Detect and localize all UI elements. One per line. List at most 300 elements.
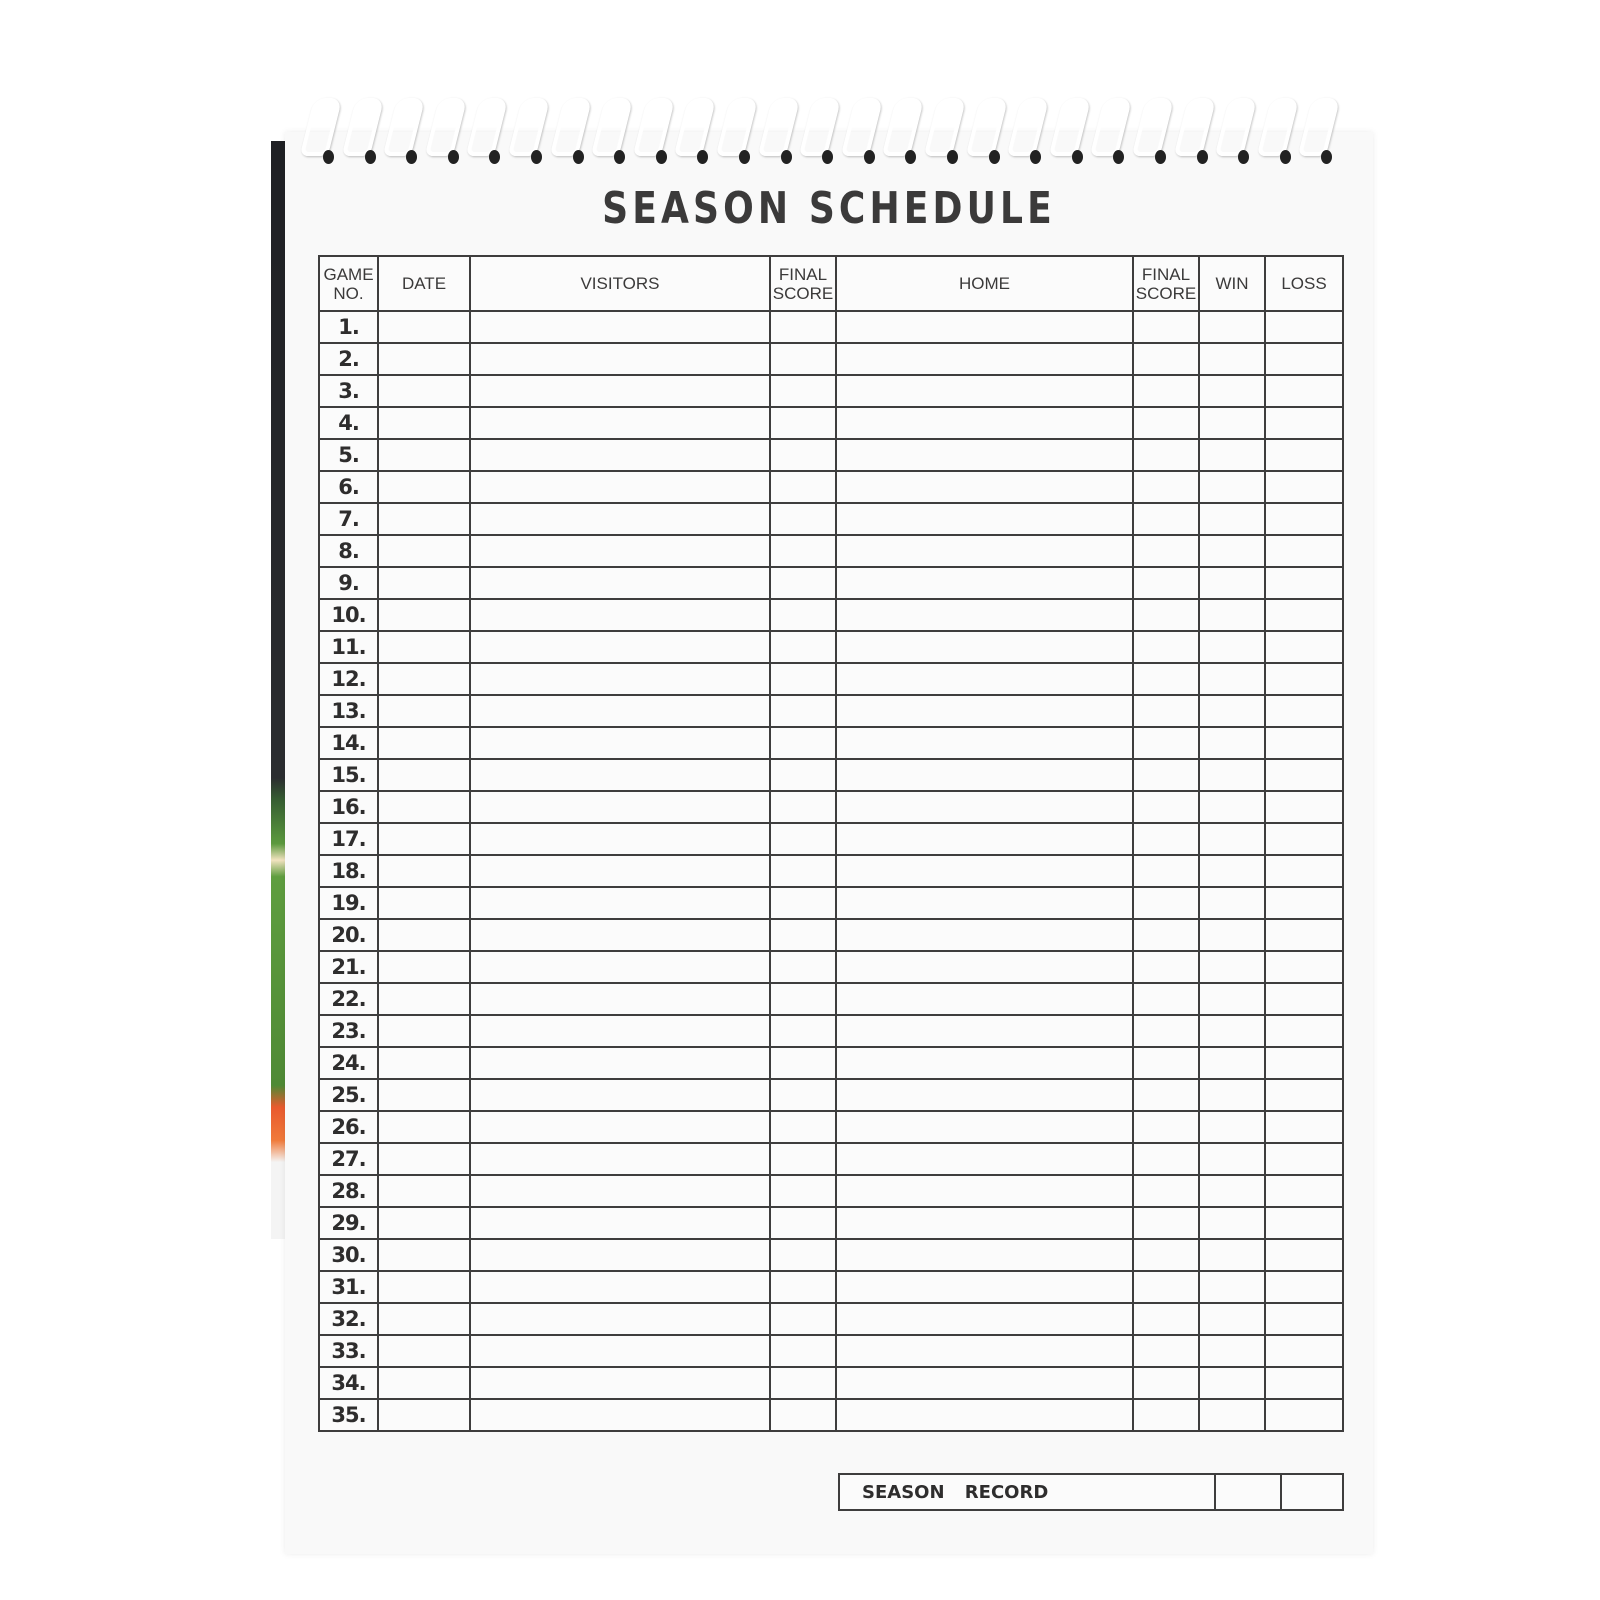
visitors-cell[interactable] — [470, 791, 770, 823]
win-cell[interactable] — [1199, 1367, 1265, 1399]
visitor-score-cell[interactable] — [770, 951, 836, 983]
home-score-cell[interactable] — [1133, 1335, 1199, 1367]
visitors-cell[interactable] — [470, 855, 770, 887]
header-loss: LOSS — [1265, 256, 1343, 311]
visitors-cell[interactable] — [470, 983, 770, 1015]
visitor-score-cell[interactable] — [770, 663, 836, 695]
date-cell[interactable] — [378, 1303, 470, 1335]
visitors-cell[interactable] — [470, 375, 770, 407]
home-cell[interactable] — [836, 1399, 1133, 1431]
win-cell[interactable] — [1199, 759, 1265, 791]
visitor-score-cell[interactable] — [770, 791, 836, 823]
visitor-score-cell[interactable] — [770, 375, 836, 407]
home-cell[interactable] — [836, 1143, 1133, 1175]
win-cell[interactable] — [1199, 1207, 1265, 1239]
home-cell[interactable] — [836, 1047, 1133, 1079]
punch-hole — [489, 150, 500, 164]
home-cell[interactable] — [836, 919, 1133, 951]
visitors-cell[interactable] — [470, 1111, 770, 1143]
spiral-coil — [1008, 92, 1052, 172]
visitors-cell[interactable] — [470, 343, 770, 375]
visitor-score-cell[interactable] — [770, 983, 836, 1015]
home-cell[interactable] — [836, 1079, 1133, 1111]
loss-cell[interactable] — [1265, 759, 1343, 791]
coil-loop — [965, 98, 1007, 156]
win-cell[interactable] — [1199, 439, 1265, 471]
loss-cell[interactable] — [1265, 1143, 1343, 1175]
date-cell[interactable] — [378, 1271, 470, 1303]
game-number: 33. — [319, 1335, 378, 1367]
visitors-cell[interactable] — [470, 887, 770, 919]
home-cell[interactable] — [836, 439, 1133, 471]
win-cell[interactable] — [1199, 1239, 1265, 1271]
home-score-cell[interactable] — [1133, 1303, 1199, 1335]
home-cell[interactable] — [836, 599, 1133, 631]
visitor-score-cell[interactable] — [770, 1399, 836, 1431]
table-row — [319, 919, 1343, 951]
date-cell[interactable] — [378, 631, 470, 663]
home-score-cell[interactable] — [1133, 503, 1199, 535]
table-row — [319, 375, 1343, 407]
schedule-table — [318, 255, 1344, 1432]
date-cell[interactable] — [378, 759, 470, 791]
win-cell[interactable] — [1199, 663, 1265, 695]
visitors-cell[interactable] — [470, 407, 770, 439]
visitor-score-cell[interactable] — [770, 1111, 836, 1143]
loss-cell[interactable] — [1265, 855, 1343, 887]
win-cell[interactable] — [1199, 1079, 1265, 1111]
win-cell[interactable] — [1199, 791, 1265, 823]
date-cell[interactable] — [378, 375, 470, 407]
win-cell[interactable] — [1199, 1399, 1265, 1431]
loss-cell[interactable] — [1265, 1207, 1343, 1239]
visitors-cell[interactable] — [470, 567, 770, 599]
visitors-cell[interactable] — [470, 311, 770, 343]
coil-loop — [1090, 98, 1132, 156]
header-game-no: GAME NO. — [319, 256, 378, 311]
home-score-cell[interactable] — [1133, 1111, 1199, 1143]
visitor-score-cell[interactable] — [770, 439, 836, 471]
loss-cell[interactable] — [1265, 1015, 1343, 1047]
win-cell[interactable] — [1199, 1335, 1265, 1367]
season-record-win-cell[interactable] — [1215, 1474, 1281, 1510]
coil-loop — [549, 98, 591, 156]
win-cell[interactable] — [1199, 1111, 1265, 1143]
date-cell[interactable] — [378, 855, 470, 887]
visitor-score-cell[interactable] — [770, 407, 836, 439]
table-row — [319, 343, 1343, 375]
home-cell[interactable] — [836, 1207, 1133, 1239]
punch-hole — [1280, 150, 1291, 164]
punch-hole — [947, 150, 958, 164]
visitors-cell[interactable] — [470, 1335, 770, 1367]
home-cell[interactable] — [836, 887, 1133, 919]
visitors-cell[interactable] — [470, 503, 770, 535]
loss-cell[interactable] — [1265, 631, 1343, 663]
visitor-score-cell[interactable] — [770, 1207, 836, 1239]
win-cell[interactable] — [1199, 983, 1265, 1015]
season-record-loss-cell[interactable] — [1281, 1474, 1343, 1510]
home-score-cell[interactable] — [1133, 759, 1199, 791]
home-score-cell[interactable] — [1133, 1399, 1199, 1431]
punch-hole — [1072, 150, 1083, 164]
loss-cell[interactable] — [1265, 727, 1343, 759]
visitor-score-cell[interactable] — [770, 503, 836, 535]
win-cell[interactable] — [1199, 1047, 1265, 1079]
win-cell[interactable] — [1199, 919, 1265, 951]
win-cell[interactable] — [1199, 471, 1265, 503]
spiral-coil — [343, 92, 387, 172]
spiral-binding — [285, 92, 1375, 172]
visitors-cell[interactable] — [470, 1399, 770, 1431]
visitors-cell[interactable] — [470, 951, 770, 983]
win-cell[interactable] — [1199, 1143, 1265, 1175]
date-cell[interactable] — [378, 887, 470, 919]
date-cell[interactable] — [378, 535, 470, 567]
loss-cell[interactable] — [1265, 567, 1343, 599]
date-cell[interactable] — [378, 439, 470, 471]
punch-hole — [1030, 150, 1041, 164]
visitors-cell[interactable] — [470, 823, 770, 855]
date-cell[interactable] — [378, 727, 470, 759]
loss-cell[interactable] — [1265, 919, 1343, 951]
date-cell[interactable] — [378, 919, 470, 951]
home-score-cell[interactable] — [1133, 695, 1199, 727]
table-row — [319, 503, 1343, 535]
table-row — [319, 1015, 1343, 1047]
coil-loop — [924, 98, 966, 156]
home-score-cell[interactable] — [1133, 855, 1199, 887]
win-cell[interactable] — [1199, 535, 1265, 567]
home-score-cell[interactable] — [1133, 663, 1199, 695]
visitor-score-cell[interactable] — [770, 759, 836, 791]
table-row — [319, 823, 1343, 855]
home-score-cell[interactable] — [1133, 823, 1199, 855]
home-cell[interactable] — [836, 695, 1133, 727]
home-score-cell[interactable] — [1133, 631, 1199, 663]
loss-cell[interactable] — [1265, 439, 1343, 471]
visitor-score-cell[interactable] — [770, 727, 836, 759]
visitor-score-cell[interactable] — [770, 1239, 836, 1271]
home-score-cell[interactable] — [1133, 311, 1199, 343]
visitor-score-cell[interactable] — [770, 535, 836, 567]
punch-hole — [614, 150, 625, 164]
home-score-cell[interactable] — [1133, 1271, 1199, 1303]
date-cell[interactable] — [378, 1399, 470, 1431]
win-cell[interactable] — [1199, 343, 1265, 375]
visitors-cell[interactable] — [470, 1079, 770, 1111]
visitors-cell[interactable] — [470, 631, 770, 663]
game-number: 11. — [319, 631, 378, 663]
home-score-cell[interactable] — [1133, 343, 1199, 375]
loss-cell[interactable] — [1265, 1079, 1343, 1111]
coil-loop — [757, 98, 799, 156]
punch-hole — [406, 150, 417, 164]
date-cell[interactable] — [378, 1015, 470, 1047]
loss-cell[interactable] — [1265, 1271, 1343, 1303]
home-cell[interactable] — [836, 535, 1133, 567]
visitors-cell[interactable] — [470, 1239, 770, 1271]
win-cell[interactable] — [1199, 887, 1265, 919]
table-row — [319, 1207, 1343, 1239]
spiral-coil — [759, 92, 803, 172]
loss-cell[interactable] — [1265, 1303, 1343, 1335]
date-cell[interactable] — [378, 343, 470, 375]
win-cell[interactable] — [1199, 823, 1265, 855]
home-cell[interactable] — [836, 823, 1133, 855]
home-score-cell[interactable] — [1133, 567, 1199, 599]
home-cell[interactable] — [836, 1271, 1133, 1303]
coil-loop — [674, 98, 716, 156]
spiral-coil — [842, 92, 886, 172]
home-score-cell[interactable] — [1133, 1143, 1199, 1175]
game-number: 35. — [319, 1399, 378, 1431]
home-cell[interactable] — [836, 1015, 1133, 1047]
home-score-cell[interactable] — [1133, 727, 1199, 759]
home-cell[interactable] — [836, 311, 1133, 343]
game-number: 16. — [319, 791, 378, 823]
date-cell[interactable] — [378, 1335, 470, 1367]
home-score-cell[interactable] — [1133, 1175, 1199, 1207]
home-score-cell[interactable] — [1133, 535, 1199, 567]
punch-hole — [739, 150, 750, 164]
home-cell[interactable] — [836, 1367, 1133, 1399]
visitor-score-cell[interactable] — [770, 343, 836, 375]
date-cell[interactable] — [378, 663, 470, 695]
date-cell[interactable] — [378, 471, 470, 503]
loss-cell[interactable] — [1265, 1111, 1343, 1143]
date-cell[interactable] — [378, 311, 470, 343]
date-cell[interactable] — [378, 1079, 470, 1111]
date-cell[interactable] — [378, 599, 470, 631]
visitor-score-cell[interactable] — [770, 823, 836, 855]
loss-cell[interactable] — [1265, 311, 1343, 343]
date-cell[interactable] — [378, 1143, 470, 1175]
spiral-coil — [717, 92, 761, 172]
visitors-cell[interactable] — [470, 919, 770, 951]
home-cell[interactable] — [836, 855, 1133, 887]
loss-cell[interactable] — [1265, 1047, 1343, 1079]
home-score-cell[interactable] — [1133, 407, 1199, 439]
visitor-score-cell[interactable] — [770, 631, 836, 663]
loss-cell[interactable] — [1265, 1175, 1343, 1207]
visitor-score-cell[interactable] — [770, 1047, 836, 1079]
home-cell[interactable] — [836, 1175, 1133, 1207]
home-score-cell[interactable] — [1133, 375, 1199, 407]
visitors-cell[interactable] — [470, 471, 770, 503]
loss-cell[interactable] — [1265, 503, 1343, 535]
table-row — [319, 791, 1343, 823]
date-cell[interactable] — [378, 1047, 470, 1079]
visitor-score-cell[interactable] — [770, 1303, 836, 1335]
home-cell[interactable] — [836, 631, 1133, 663]
home-score-cell[interactable] — [1133, 1367, 1199, 1399]
date-cell[interactable] — [378, 1239, 470, 1271]
coil-loop — [508, 98, 550, 156]
home-score-cell[interactable] — [1133, 1079, 1199, 1111]
table-row — [319, 951, 1343, 983]
home-cell[interactable] — [836, 759, 1133, 791]
home-cell[interactable] — [836, 1335, 1133, 1367]
loss-cell[interactable] — [1265, 887, 1343, 919]
home-score-cell[interactable] — [1133, 1239, 1199, 1271]
win-cell[interactable] — [1199, 567, 1265, 599]
win-cell[interactable] — [1199, 727, 1265, 759]
date-cell[interactable] — [378, 407, 470, 439]
loss-cell[interactable] — [1265, 1239, 1343, 1271]
home-cell[interactable] — [836, 567, 1133, 599]
spiral-coil — [384, 92, 428, 172]
home-cell[interactable] — [836, 375, 1133, 407]
loss-cell[interactable] — [1265, 1335, 1343, 1367]
home-cell[interactable] — [836, 407, 1133, 439]
win-cell[interactable] — [1199, 1303, 1265, 1335]
visitors-cell[interactable] — [470, 599, 770, 631]
home-cell[interactable] — [836, 983, 1133, 1015]
visitor-score-cell[interactable] — [770, 1367, 836, 1399]
home-score-cell[interactable] — [1133, 919, 1199, 951]
loss-cell[interactable] — [1265, 471, 1343, 503]
season-record-label: SEASON RECORD — [839, 1474, 1215, 1510]
date-cell[interactable] — [378, 503, 470, 535]
visitors-cell[interactable] — [470, 1047, 770, 1079]
win-cell[interactable] — [1199, 855, 1265, 887]
coil-loop — [633, 98, 675, 156]
visitors-cell[interactable] — [470, 695, 770, 727]
home-score-cell[interactable] — [1133, 1207, 1199, 1239]
date-cell[interactable] — [378, 1111, 470, 1143]
visitor-score-cell[interactable] — [770, 887, 836, 919]
game-number: 19. — [319, 887, 378, 919]
home-cell[interactable] — [836, 503, 1133, 535]
win-cell[interactable] — [1199, 951, 1265, 983]
home-cell[interactable] — [836, 1111, 1133, 1143]
date-cell[interactable] — [378, 823, 470, 855]
date-cell[interactable] — [378, 1175, 470, 1207]
home-cell[interactable] — [836, 791, 1133, 823]
home-cell[interactable] — [836, 1239, 1133, 1271]
date-cell[interactable] — [378, 951, 470, 983]
date-cell[interactable] — [378, 695, 470, 727]
home-score-cell[interactable] — [1133, 1047, 1199, 1079]
spiral-coil — [675, 92, 719, 172]
date-cell[interactable] — [378, 1207, 470, 1239]
punch-hole — [864, 150, 875, 164]
win-cell[interactable] — [1199, 1175, 1265, 1207]
visitors-cell[interactable] — [470, 1015, 770, 1047]
home-score-cell[interactable] — [1133, 983, 1199, 1015]
visitors-cell[interactable] — [470, 1143, 770, 1175]
home-score-cell[interactable] — [1133, 951, 1199, 983]
loss-cell[interactable] — [1265, 663, 1343, 695]
home-cell[interactable] — [836, 951, 1133, 983]
loss-cell[interactable] — [1265, 695, 1343, 727]
home-score-cell[interactable] — [1133, 599, 1199, 631]
date-cell[interactable] — [378, 567, 470, 599]
visitor-score-cell[interactable] — [770, 1335, 836, 1367]
win-cell[interactable] — [1199, 407, 1265, 439]
coil-loop — [1007, 98, 1049, 156]
table-row — [319, 1239, 1343, 1271]
table-row — [319, 663, 1343, 695]
win-cell[interactable] — [1199, 503, 1265, 535]
visitors-cell[interactable] — [470, 727, 770, 759]
visitors-cell[interactable] — [470, 535, 770, 567]
win-cell[interactable] — [1199, 695, 1265, 727]
table-row — [319, 1143, 1343, 1175]
visitor-score-cell[interactable] — [770, 1143, 836, 1175]
loss-cell[interactable] — [1265, 951, 1343, 983]
visitor-score-cell[interactable] — [770, 1271, 836, 1303]
date-cell[interactable] — [378, 791, 470, 823]
visitor-score-cell[interactable] — [770, 471, 836, 503]
spiral-coil — [800, 92, 844, 172]
home-cell[interactable] — [836, 727, 1133, 759]
punch-hole — [905, 150, 916, 164]
date-cell[interactable] — [378, 1367, 470, 1399]
visitor-score-cell[interactable] — [770, 695, 836, 727]
coil-loop — [716, 98, 758, 156]
win-cell[interactable] — [1199, 1015, 1265, 1047]
loss-cell[interactable] — [1265, 599, 1343, 631]
win-cell[interactable] — [1199, 311, 1265, 343]
visitor-score-cell[interactable] — [770, 1175, 836, 1207]
win-cell[interactable] — [1199, 599, 1265, 631]
home-score-cell[interactable] — [1133, 1015, 1199, 1047]
home-score-cell[interactable] — [1133, 791, 1199, 823]
visitor-score-cell[interactable] — [770, 1079, 836, 1111]
home-cell[interactable] — [836, 471, 1133, 503]
home-score-cell[interactable] — [1133, 887, 1199, 919]
table-row — [319, 983, 1343, 1015]
date-cell[interactable] — [378, 983, 470, 1015]
visitor-score-cell[interactable] — [770, 599, 836, 631]
win-cell[interactable] — [1199, 631, 1265, 663]
visitor-score-cell[interactable] — [770, 311, 836, 343]
home-score-cell[interactable] — [1133, 439, 1199, 471]
visitors-cell[interactable] — [470, 1303, 770, 1335]
loss-cell[interactable] — [1265, 791, 1343, 823]
visitor-score-cell[interactable] — [770, 855, 836, 887]
game-number: 27. — [319, 1143, 378, 1175]
loss-cell[interactable] — [1265, 343, 1343, 375]
visitor-score-cell[interactable] — [770, 1015, 836, 1047]
loss-cell[interactable] — [1265, 1367, 1343, 1399]
home-cell[interactable] — [836, 343, 1133, 375]
visitors-cell[interactable] — [470, 1207, 770, 1239]
visitors-cell[interactable] — [470, 1271, 770, 1303]
win-cell[interactable] — [1199, 375, 1265, 407]
spiral-coil — [592, 92, 636, 172]
visitors-cell[interactable] — [470, 1367, 770, 1399]
loss-cell[interactable] — [1265, 535, 1343, 567]
visitors-cell[interactable] — [470, 1175, 770, 1207]
loss-cell[interactable] — [1265, 1399, 1343, 1431]
visitors-cell[interactable] — [470, 759, 770, 791]
home-cell[interactable] — [836, 1303, 1133, 1335]
loss-cell[interactable] — [1265, 823, 1343, 855]
loss-cell[interactable] — [1265, 983, 1343, 1015]
visitor-score-cell[interactable] — [770, 567, 836, 599]
loss-cell[interactable] — [1265, 375, 1343, 407]
home-score-cell[interactable] — [1133, 471, 1199, 503]
visitors-cell[interactable] — [470, 439, 770, 471]
win-cell[interactable] — [1199, 1271, 1265, 1303]
visitor-score-cell[interactable] — [770, 919, 836, 951]
home-cell[interactable] — [836, 663, 1133, 695]
loss-cell[interactable] — [1265, 407, 1343, 439]
visitors-cell[interactable] — [470, 663, 770, 695]
